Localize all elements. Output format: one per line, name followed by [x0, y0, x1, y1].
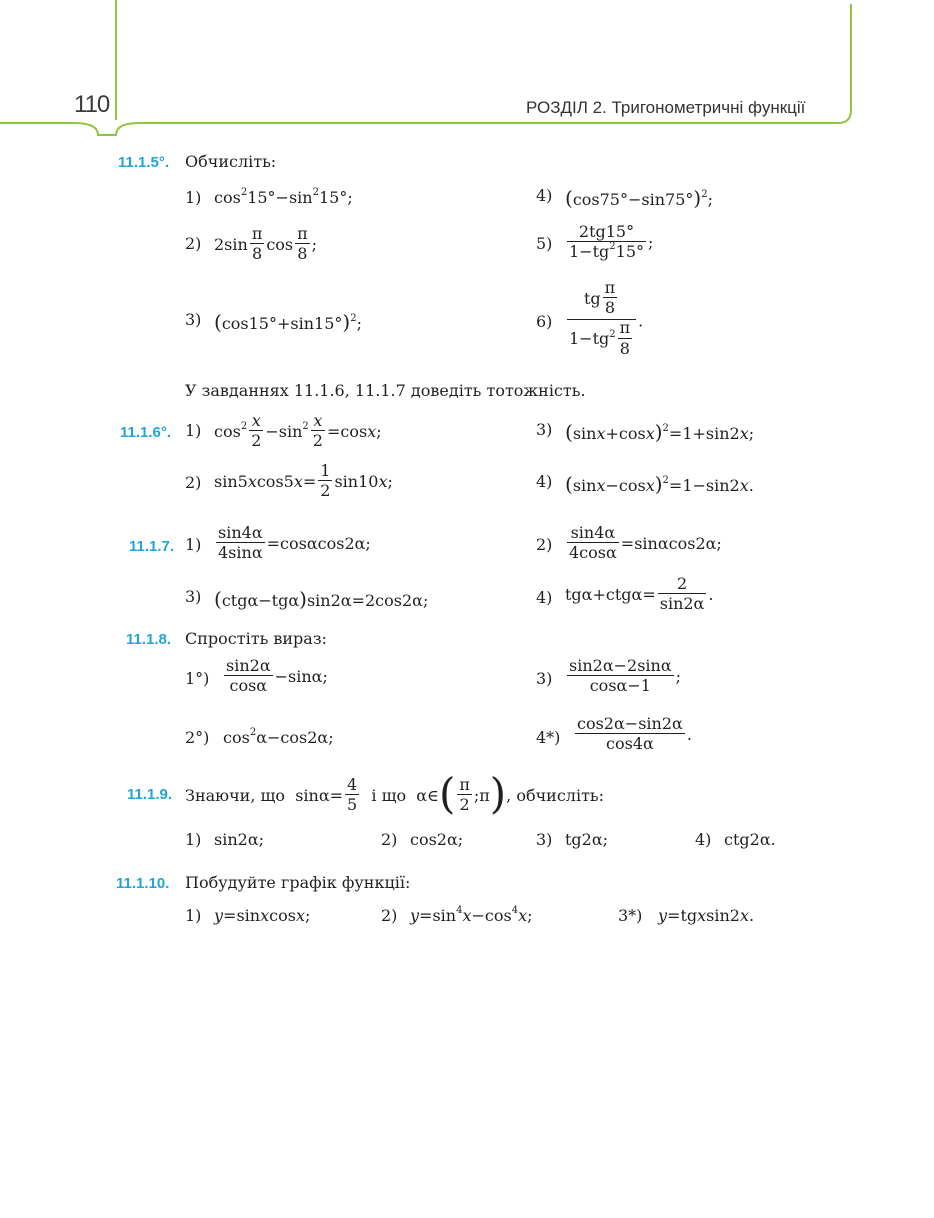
running-head: РОЗДІЛ 2. Тригонометричні функції	[526, 98, 806, 117]
section-intro: У завданнях 11.1.6, 11.1.7 доведіть тотожність.	[185, 381, 586, 400]
problem-title: Побудуйте графік функції:	[185, 873, 411, 892]
problem-title: Обчисліть:	[185, 152, 277, 171]
page-frame	[0, 0, 934, 160]
problem-number: 11.1.6°.	[120, 424, 172, 441]
problem-number: 11.1.10.	[116, 875, 170, 892]
problem-number: 11.1.5°.	[118, 154, 170, 171]
problem-number: 11.1.7.	[129, 538, 175, 555]
problem-title: Знаючи, що sinα= $\frac{4}{5}$ і що α∈( $\frac{\pi}{2}$ ;π), обчисліть:	[185, 769, 605, 818]
page-number: 110	[74, 91, 110, 118]
problem-number: 11.1.8.	[126, 631, 172, 648]
problem-title: Спростіть вираз:	[185, 629, 327, 648]
problem-number: 11.1.9.	[127, 786, 173, 803]
